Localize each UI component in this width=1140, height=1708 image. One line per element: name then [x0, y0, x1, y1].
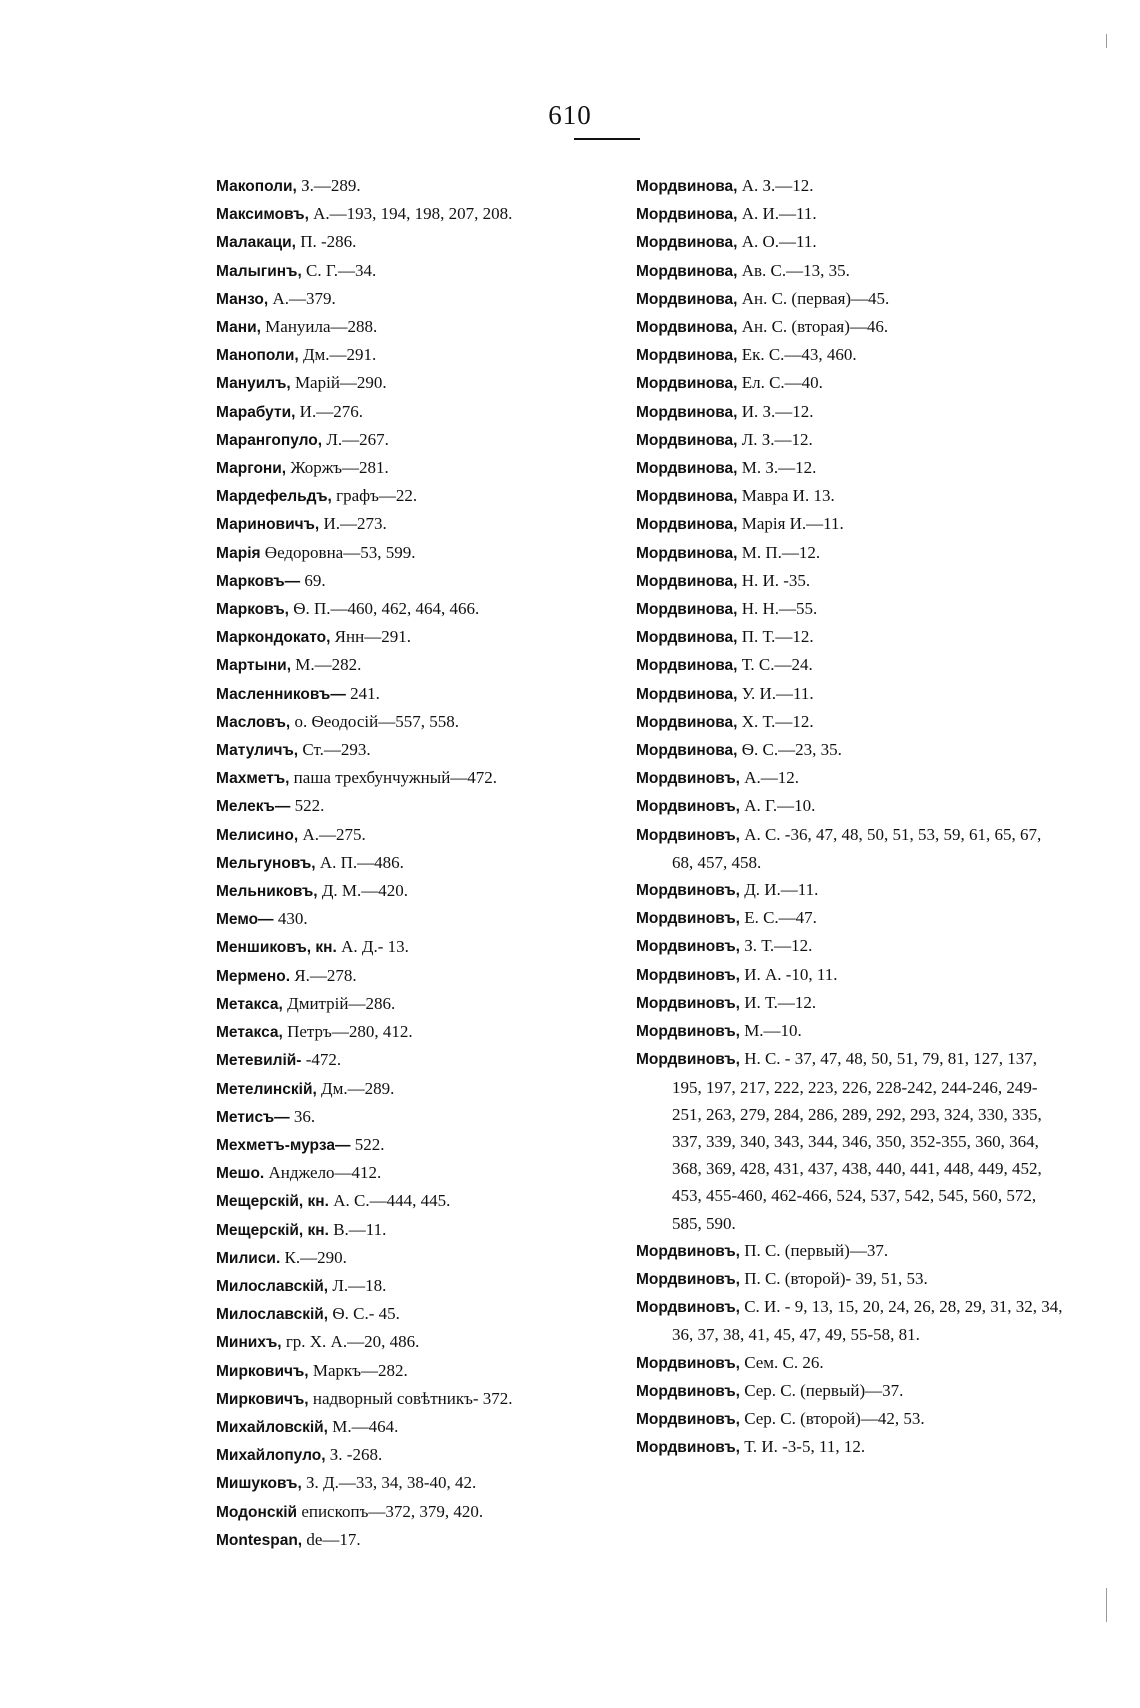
index-entry	[216, 482, 626, 510]
index-entry	[216, 651, 626, 679]
index-entry	[636, 257, 1066, 285]
index-entry	[216, 1413, 626, 1441]
index-entry	[636, 1045, 1066, 1236]
entry-references: А.—12.	[744, 768, 799, 788]
index-entry	[636, 821, 1066, 876]
index-entry	[636, 651, 1066, 679]
entry-references: Мавра И. 13.	[741, 486, 835, 506]
index-entry	[636, 341, 1066, 369]
entry-name: Максимовъ,	[216, 206, 309, 224]
entry-references: Сер. С. (первый)—37.	[744, 1380, 904, 1400]
entry-name: Мордвинова,	[636, 403, 738, 421]
entry-name: Манополи,	[216, 347, 299, 365]
entry-references: А.—275.	[302, 824, 366, 844]
entry-name: Мордвиновъ,	[636, 994, 740, 1012]
entry-name: Мордвинова,	[636, 319, 738, 337]
index-entry	[636, 200, 1066, 228]
entry-references: Маркъ—282.	[312, 1360, 408, 1380]
index-entry	[636, 736, 1066, 764]
index-entry	[636, 932, 1066, 960]
index-column-right	[636, 172, 1066, 1461]
entry-references: Д. И.—11.	[744, 880, 819, 900]
index-entry	[216, 1046, 626, 1074]
entry-references: о. Ѳеодосій—557, 558.	[294, 711, 459, 731]
entry-name: Мануилъ,	[216, 375, 291, 393]
index-entry	[636, 1349, 1066, 1377]
entry-name: Мишуковъ,	[216, 1475, 302, 1493]
index-entry	[216, 426, 626, 454]
entry-references: А.—379.	[272, 288, 336, 308]
index-entry	[636, 708, 1066, 736]
index-entry	[636, 961, 1066, 989]
entry-references: А. З.—12.	[741, 176, 814, 195]
index-entry	[636, 285, 1066, 313]
index-entry	[636, 1405, 1066, 1433]
entry-references: П. -286.	[300, 232, 357, 252]
entry-name: Montespan,	[216, 1531, 303, 1549]
entry-references: Н. С. - 37, 47, 48, 50, 51, 79, 81, 127, 137, 195, 197, 217, 222, 223, 226, 228-242, 244-246, 249-251, 263, 279, 284, 286, 289, 292, 293, 324, 330, 335, 337, 339, 340, 343, 344, 346, 350, 352-355, 360, 364, 368, 369, 428, 431, 437, 438, 440, 441, 448, 449, 452, 453, 455-460, 462-466, 524, 537, 542, 545, 560, 572, 585, 590.	[672, 1049, 1042, 1233]
page-number-rule	[574, 138, 640, 140]
entry-name: Марковъ—	[216, 572, 301, 590]
entry-references: Х. Т.—12.	[741, 711, 814, 731]
entry-name: Мардефельдъ,	[216, 488, 332, 506]
entry-name: Мордвинова,	[636, 488, 738, 506]
index-entry	[636, 398, 1066, 426]
index-entry	[216, 1187, 626, 1215]
index-entry	[216, 1103, 626, 1131]
entry-references: М.—10.	[744, 1021, 802, 1041]
entry-references: Е. С.—47.	[744, 908, 817, 928]
entry-name: Масленниковъ—	[216, 685, 346, 703]
entry-references: de—17.	[306, 1529, 361, 1549]
index-entry	[216, 849, 626, 877]
entry-name: Марія	[216, 544, 261, 562]
entry-references: Н. Н.—55.	[741, 599, 818, 619]
entry-references: 522.	[294, 796, 325, 816]
entry-references: Дмитрій—286.	[287, 993, 396, 1013]
index-entry	[636, 904, 1066, 932]
index-entry	[216, 905, 626, 933]
entry-name: Марабути,	[216, 403, 296, 421]
entry-name: Милославскій,	[216, 1306, 329, 1324]
entry-references: Сер. С. (второй)—42, 53.	[744, 1408, 925, 1428]
entry-name: Метисъ—	[216, 1108, 290, 1126]
entry-references: А.—193, 194, 198, 207, 208.	[313, 204, 513, 224]
index-entry	[216, 680, 626, 708]
entry-references: Петръ—280, 412.	[287, 1022, 413, 1042]
entry-name: Масловъ,	[216, 713, 291, 731]
margin-mark-bottom	[1106, 1588, 1107, 1622]
entry-name: Мордвинова,	[636, 516, 738, 534]
entry-name: Мордвинова,	[636, 713, 738, 731]
index-entry	[636, 623, 1066, 651]
entry-name: Мордвинова,	[636, 685, 738, 703]
entry-name: Манзо,	[216, 290, 269, 308]
entry-name: Мордвинова,	[636, 657, 738, 675]
entry-name: Мещерскій, кн.	[216, 1221, 329, 1239]
entry-references: Анджело—412.	[268, 1163, 382, 1183]
entry-name: Мирковичъ,	[216, 1390, 309, 1408]
entry-name: Модонскій	[216, 1503, 298, 1521]
index-entry	[636, 595, 1066, 623]
index-entry	[216, 933, 626, 961]
entry-references: -472.	[305, 1050, 342, 1070]
entry-references: А. П.—486.	[319, 852, 404, 872]
entry-name: Мартыни,	[216, 657, 292, 675]
entry-references: Ан. С. (первая)—45.	[741, 288, 890, 308]
entry-references: Ѳ. С.- 45.	[332, 1304, 400, 1324]
index-entry	[216, 1244, 626, 1272]
entry-references: М. З.—12.	[741, 458, 817, 478]
index-entry	[216, 369, 626, 397]
index-entry	[636, 539, 1066, 567]
index-entry	[216, 877, 626, 905]
index-column-left	[216, 172, 626, 1554]
entry-references: Өедоровна—53, 599.	[264, 542, 416, 562]
entry-references: А. С.—444, 445.	[333, 1191, 451, 1211]
entry-name: Мемо—	[216, 911, 274, 929]
entry-references: З. -268.	[329, 1445, 383, 1465]
entry-references: Марія И.—11.	[741, 514, 844, 534]
entry-references: Д. М.—420.	[321, 881, 409, 901]
entry-references: Н. И. -35.	[741, 570, 811, 590]
index-entry	[216, 313, 626, 341]
entry-name: Метакса,	[216, 995, 283, 1013]
entry-references: А. С. -36, 47, 48, 50, 51, 53, 59, 61, 65, 67, 68, 457, 458.	[672, 824, 1042, 872]
entry-references: П. С. (второй)- 39, 51, 53.	[744, 1268, 928, 1288]
entry-name: Марангопуло,	[216, 431, 323, 449]
entry-references: Марій—290.	[294, 373, 387, 393]
index-entry	[636, 989, 1066, 1017]
index-entry	[216, 172, 626, 200]
index-entry	[216, 595, 626, 623]
entry-name: Мордвинова,	[636, 347, 738, 365]
entry-name: Мордвиновъ,	[636, 1410, 740, 1428]
index-entry	[216, 539, 626, 567]
entry-name: Мирковичъ,	[216, 1362, 309, 1380]
entry-name: Мордвинова,	[636, 234, 738, 252]
entry-references: Сем. С. 26.	[744, 1352, 824, 1372]
entry-name: Меншиковъ, кн.	[216, 939, 337, 957]
entry-references: паша трехбунчужный—472.	[293, 768, 498, 788]
entry-name: Милославскій,	[216, 1277, 329, 1295]
entry-references: П. Т.—12.	[741, 627, 814, 647]
entry-name: Мордвиновъ,	[636, 1242, 740, 1260]
index-entry	[216, 1272, 626, 1300]
entry-references: Т. С.—24.	[741, 655, 813, 675]
entry-name: Мещерскій, кн.	[216, 1193, 329, 1211]
entry-references: М.—282.	[295, 655, 362, 675]
entry-references: Ел. С.—40.	[741, 373, 823, 393]
index-entry	[216, 398, 626, 426]
entry-name: Малыгинъ,	[216, 262, 302, 280]
index-entry	[216, 257, 626, 285]
entry-references: З.—289.	[301, 176, 361, 195]
index-entry	[636, 482, 1066, 510]
index-entry	[216, 1357, 626, 1385]
entry-name: Макополи,	[216, 178, 297, 195]
index-entry	[216, 1216, 626, 1244]
index-entry	[636, 426, 1066, 454]
entry-references: З. Д.—33, 34, 38-40, 42.	[306, 1473, 477, 1493]
entry-name: Мани,	[216, 319, 261, 337]
entry-name: Мордвинова,	[636, 206, 738, 224]
index-entry	[636, 680, 1066, 708]
entry-references: И.—276.	[299, 401, 363, 421]
index-entry	[636, 1433, 1066, 1461]
entry-name: Мордвинова,	[636, 629, 738, 647]
entry-name: Мариновичъ,	[216, 516, 320, 534]
entry-name: Мордвиновъ,	[636, 1299, 740, 1317]
page-number: 610	[548, 100, 592, 130]
entry-references: 69.	[304, 570, 326, 590]
entry-name: Метакса,	[216, 1024, 283, 1042]
entry-references: М. П.—12.	[741, 542, 821, 562]
entry-references: И. А. -10, 11.	[744, 964, 838, 984]
index-entry	[636, 510, 1066, 538]
entry-name: Мордвинова,	[636, 375, 738, 393]
entry-references: М.—464.	[332, 1416, 399, 1436]
index-entry	[216, 1385, 626, 1413]
entry-name: Мордвиновъ,	[636, 938, 740, 956]
entry-name: Мельгуновъ,	[216, 854, 316, 872]
entry-references: епископъ—372, 379, 420.	[301, 1501, 484, 1521]
entry-references: С. Г.—34.	[306, 260, 377, 280]
entry-references: А. Г.—10.	[744, 796, 816, 816]
entry-name: Мордвинова,	[636, 262, 738, 280]
entry-name: Мордвиновъ,	[636, 966, 740, 984]
index-entry	[216, 962, 626, 990]
entry-references: Л.—267.	[326, 429, 389, 449]
entry-references: З. Т.—12.	[744, 936, 813, 956]
entry-references: К.—290.	[284, 1247, 347, 1267]
index-entry	[636, 1377, 1066, 1405]
index-entry	[636, 764, 1066, 792]
entry-references: 522.	[354, 1134, 385, 1154]
entry-references: Ѳ. П.—460, 462, 464, 466.	[293, 599, 480, 619]
entry-references: Жоржъ—281.	[290, 458, 389, 478]
entry-name: Минихъ,	[216, 1334, 282, 1352]
entry-name: Мордвинова,	[636, 742, 738, 760]
entry-name: Мордвиновъ,	[636, 1354, 740, 1372]
entry-name: Мордвинова,	[636, 290, 738, 308]
entry-references: Дм.—291.	[302, 345, 377, 365]
index-entry	[216, 228, 626, 256]
index-entry	[216, 341, 626, 369]
index-entry	[216, 510, 626, 538]
entry-references: Я.—278.	[294, 965, 357, 985]
entry-name: Мордвинова,	[636, 178, 738, 195]
entry-name: Мелекъ—	[216, 798, 291, 816]
index-entry	[216, 1159, 626, 1187]
entry-name: Мордвиновъ,	[636, 826, 740, 844]
entry-references: Мануила—288.	[265, 317, 378, 337]
index-entry	[216, 764, 626, 792]
entry-name: Мехметъ-мурза—	[216, 1136, 351, 1154]
entry-name: Малакаци,	[216, 234, 296, 252]
index-entry	[216, 1131, 626, 1159]
entry-references: В.—11.	[333, 1219, 387, 1239]
index-entry	[216, 567, 626, 595]
entry-name: Махметъ,	[216, 770, 290, 788]
entry-references: И. Т.—12.	[744, 992, 817, 1012]
index-entry	[216, 285, 626, 313]
entry-name: Мелисино,	[216, 826, 299, 844]
entry-references: Ек. С.—43, 460.	[741, 345, 857, 365]
index-entry	[216, 821, 626, 849]
entry-references: Ав. С.—13, 35.	[741, 260, 850, 280]
entry-references: графъ—22.	[336, 486, 418, 506]
entry-name: Мермено.	[216, 967, 291, 985]
entry-name: Метевилій-	[216, 1052, 302, 1070]
entry-name: Мордвиновъ,	[636, 1439, 740, 1457]
entry-name: Мордвинова,	[636, 431, 738, 449]
entry-references: И.—273.	[323, 514, 387, 534]
entry-references: гр. Х. А.—20, 486.	[285, 1332, 420, 1352]
entry-references: надворный совѣтникъ- 372.	[312, 1388, 513, 1408]
index-entry	[216, 736, 626, 764]
entry-name: Мордвиновъ,	[636, 1382, 740, 1400]
entry-references: Ст.—293.	[302, 740, 371, 760]
index-entry	[216, 1018, 626, 1046]
index-entry	[636, 1265, 1066, 1293]
index-entry	[216, 708, 626, 736]
entry-name: Михайловскій,	[216, 1418, 328, 1436]
index-entry	[636, 876, 1066, 904]
entry-references: А. О.—11.	[741, 232, 817, 252]
entry-references: Ѳ. С.—23, 35.	[741, 740, 842, 760]
entry-references: 36.	[293, 1106, 316, 1126]
entry-name: Мордвиновъ,	[636, 770, 740, 788]
entry-name: Михайлопуло,	[216, 1447, 326, 1465]
index-entry	[216, 200, 626, 228]
index-entry	[216, 623, 626, 651]
index-entry	[216, 1328, 626, 1356]
entry-name: Метелинскій,	[216, 1080, 317, 1098]
index-entry	[636, 567, 1066, 595]
index-entry	[216, 1441, 626, 1469]
entry-references: С. И. - 9, 13, 15, 20, 24, 26, 28, 29, 31, 32, 34, 36, 37, 38, 41, 45, 47, 49, 55-58, 81.	[672, 1297, 1063, 1345]
index-entry	[636, 1017, 1066, 1045]
entry-name: Мордвиновъ,	[636, 798, 740, 816]
entry-name: Мордвиновъ,	[636, 910, 740, 928]
entry-references: Янн—291.	[334, 627, 411, 647]
entry-references: Дм.—289.	[321, 1078, 395, 1098]
entry-references: Л. З.—12.	[741, 429, 813, 449]
index-entry	[216, 1526, 626, 1554]
entry-name: Мордвиновъ,	[636, 1051, 740, 1069]
entry-references: 241.	[350, 683, 380, 703]
index-entry	[636, 228, 1066, 256]
entry-name: Матуличъ,	[216, 742, 299, 760]
index-entry	[636, 1237, 1066, 1265]
entry-name: Мордвиновъ,	[636, 1270, 740, 1288]
entry-references: А. И.—11.	[741, 204, 817, 224]
entry-name: Милиси.	[216, 1249, 281, 1267]
entry-name: Мордвиновъ,	[636, 1023, 740, 1041]
index-entry	[216, 1498, 626, 1526]
index-entry	[636, 172, 1066, 200]
index-entry	[216, 990, 626, 1018]
entry-name: Мордвинова,	[636, 572, 738, 590]
entry-references: П. С. (первый)—37.	[744, 1240, 889, 1260]
index-entry	[636, 454, 1066, 482]
index-entry	[636, 313, 1066, 341]
index-entry	[216, 792, 626, 820]
entry-name: Маргони,	[216, 460, 287, 478]
entry-name: Мешо.	[216, 1165, 265, 1183]
entry-references: 430.	[277, 909, 308, 929]
index-entry	[216, 454, 626, 482]
entry-references: Л.—18.	[332, 1275, 387, 1295]
entry-name: Мордвиновъ,	[636, 882, 740, 900]
entry-name: Мордвинова,	[636, 460, 738, 478]
entry-references: А. Д.- 13.	[341, 937, 409, 957]
index-entry	[216, 1075, 626, 1103]
entry-name: Маркондокато,	[216, 629, 331, 647]
index-entry	[636, 369, 1066, 397]
entry-name: Мельниковъ,	[216, 883, 318, 901]
margin-mark-top	[1106, 34, 1107, 48]
entry-name: Мордвинова,	[636, 601, 738, 619]
entry-references: Ан. С. (вторая)—46.	[741, 317, 889, 337]
index-entry	[636, 1293, 1066, 1348]
index-entry	[216, 1300, 626, 1328]
entry-name: Мордвинова,	[636, 544, 738, 562]
entry-references: Т. И. -3-5, 11, 12.	[744, 1437, 866, 1457]
index-entry	[216, 1469, 626, 1497]
entry-name: Марковъ,	[216, 601, 289, 619]
entry-references: И. З.—12.	[741, 401, 814, 421]
index-entry	[636, 792, 1066, 820]
entry-references: У. И.—11.	[741, 683, 814, 703]
